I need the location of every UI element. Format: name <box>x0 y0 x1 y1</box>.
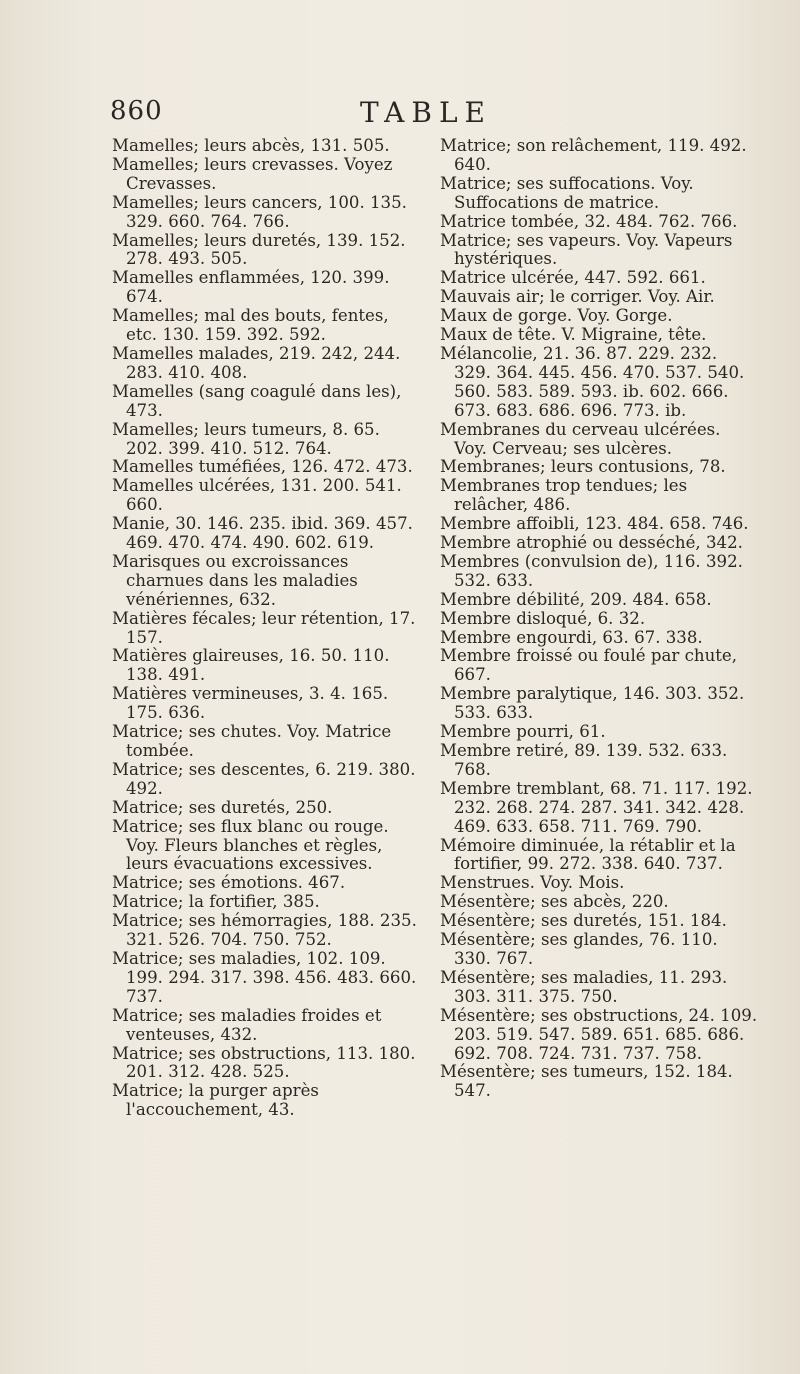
index-entry: Membre affoibli, 123. 484. 658. 746. <box>440 514 749 534</box>
index-entry: Mamelles malades, 219. 242, 244. 283. 410. 408. <box>112 343 401 382</box>
index-entry: Matrice; ses émotions. 467. <box>112 873 346 893</box>
running-title: TABLE <box>360 96 492 129</box>
index-entry: Membre tremblant, 68. 71. 117. 192. 232. 268. 274. 287. 341. 342. 428. 469. 633. 658. 711. 769. 790. <box>440 778 753 836</box>
index-entry: Matrice; la fortifier, 385. <box>112 892 320 912</box>
index-entry: Mamelles tuméfiées, 126. 472. 473. <box>112 457 413 477</box>
index-entry: Membranes du cerveau ulcérées. Voy. Cerveau; ses ulcères. <box>440 419 721 458</box>
index-entry: Mésentère; ses maladies, 11. 293. 303. 311. 375. 750. <box>440 967 728 1006</box>
index-entry: Membre disloqué, 6. 32. <box>440 608 646 628</box>
page-number: 860 <box>110 96 163 126</box>
index-entry: Maux de gorge. Voy. Gorge. <box>440 306 673 326</box>
index-entry: Mauvais air; le corriger. Voy. Air. <box>440 287 715 307</box>
index-entry: Matrice ulcérée, 447. 592. 661. <box>440 268 706 288</box>
index-entry: Mamelles enflammées, 120. 399. 674. <box>112 268 390 307</box>
index-entry: Membre pourri, 61. <box>440 722 606 742</box>
index-entry: Mélancolie, 21. 36. 87. 229. 232. 329. 364. 445. 456. 470. 537. 540. 560. 583. 589. 593. ib. 602. 666. 673. 683. 686. 696. 773. ib. <box>440 343 745 420</box>
index-entry: Membres (convulsion de), 116. 392. 532. 633. <box>440 551 743 590</box>
page-header <box>110 96 710 136</box>
index-entry: Matrice; ses maladies, 102. 109. 199. 294. 317. 398. 456. 483. 660. 737. <box>112 948 417 1006</box>
index-entry: Matrice; ses duretés, 250. <box>112 797 333 817</box>
index-entry: Matrice; ses vapeurs. Voy. Vapeurs hystériques. <box>440 230 733 269</box>
index-entry: Membre engourdi, 63. 67. 338. <box>440 627 703 647</box>
index-entry: Matrice; ses chutes. Voy. Matrice tombée. <box>112 722 392 760</box>
index-entry: Membre froissé ou foulé par chute, 667. <box>440 646 738 685</box>
index-entry: Membranes; leurs contusions, 78. <box>440 457 726 477</box>
index-entry: Membranes trop tendues; les relâcher, 486. <box>440 476 688 515</box>
index-entry: Mésentère; ses obstructions, 24. 109. 203. 519. 547. 589. 651. 685. 686. 692. 708. 724. 731. 737. 758. <box>440 1005 758 1063</box>
index-entry: Mamelles (sang coagulé dans les), 473. <box>112 381 402 420</box>
index-entry: Maux de tête. V. Migraine, tête. <box>440 325 707 345</box>
index-entry: Matrice; son relâchement, 119. 492. 640. <box>440 136 747 174</box>
index-entry: Mésentère; ses abcès, 220. <box>440 892 669 912</box>
index-entry: Marisques ou excroissances charnues dans les maladies vénériennes, 632. <box>112 551 358 609</box>
index-entry: Mamelles; leurs abcès, 131. 505. <box>112 136 390 155</box>
index-entry: Mamelles; leurs cancers, 100. 135. 329. 660. 764. 766. <box>112 192 407 231</box>
index-entry: Matrice; la purger après l'accouchement, 43. <box>112 1081 319 1120</box>
index-entry: Matrice; ses descentes, 6. 219. 380. 492. <box>112 759 416 798</box>
index-entry: Matrice; ses suffocations. Voy. Suffocations de matrice. <box>440 173 694 212</box>
index-entry: Manie, 30. 146. 235. ibid. 369. 457. 469. 470. 474. 490. 602. 619. <box>112 514 413 553</box>
index-entry: Membre débilité, 209. 484. 658. <box>440 589 712 609</box>
index-column-left <box>112 137 422 1120</box>
index-entry: Matières fécales; leur rétention, 17. 157. <box>112 608 416 647</box>
index-entry: Mésentère; ses duretés, 151. 184. <box>440 911 727 931</box>
index-entry: Mésentère; ses glandes, 76. 110. 330. 767. <box>440 930 718 968</box>
index-entry: Mamelles; mal des bouts, fentes, etc. 130. 159. 392. 592. <box>112 306 389 345</box>
index-entry: Mamelles; leurs tumeurs, 8. 65. 202. 399. 410. 512. 764. <box>112 419 380 458</box>
index-entry: Mamelles; leurs duretés, 139. 152. 278. 493. 505. <box>112 230 406 269</box>
index-entry: Menstrues. Voy. Mois. <box>440 873 625 893</box>
index-entry: Membre paralytique, 146. 303. 352. 533. 633. <box>440 684 745 723</box>
index-entry: Matrice; ses flux blanc ou rouge. Voy. Fleurs blanches et règles, leurs évacuations excessives. <box>112 816 389 874</box>
index-entry: Matrice; ses hémorragies, 188. 235. 321. 526. 704. 750. 752. <box>112 911 417 950</box>
index-entry: Mésentère; ses tumeurs, 152. 184. 547. <box>440 1062 733 1101</box>
index-entry: Membre atrophié ou desséché, 342. <box>440 533 743 553</box>
index-entry: Matrice tombée, 32. 484. 762. 766. <box>440 211 738 231</box>
index-entry: Mémoire diminuée, la rétablir et la fortifier, 99. 272. 338. 640. 737. <box>440 835 736 874</box>
index-entry: Matrice; ses obstructions, 113. 180. 201. 312. 428. 525. <box>112 1043 416 1082</box>
index-entry: Matières vermineuses, 3. 4. 165. 175. 636. <box>112 684 389 723</box>
index-entry: Mamelles ulcérées, 131. 200. 541. 660. <box>112 476 402 515</box>
index-entry: Membre retiré, 89. 139. 532. 633. 768. <box>440 741 728 779</box>
index-entry: Matières glaireuses, 16. 50. 110. 138. 491. <box>112 646 390 685</box>
index-entry: Mamelles; leurs crevasses. Voyez Crevasses. <box>112 154 393 193</box>
index-entry: Matrice; ses maladies froides et venteuses, 432. <box>112 1005 382 1044</box>
index-column-right <box>440 137 758 1101</box>
